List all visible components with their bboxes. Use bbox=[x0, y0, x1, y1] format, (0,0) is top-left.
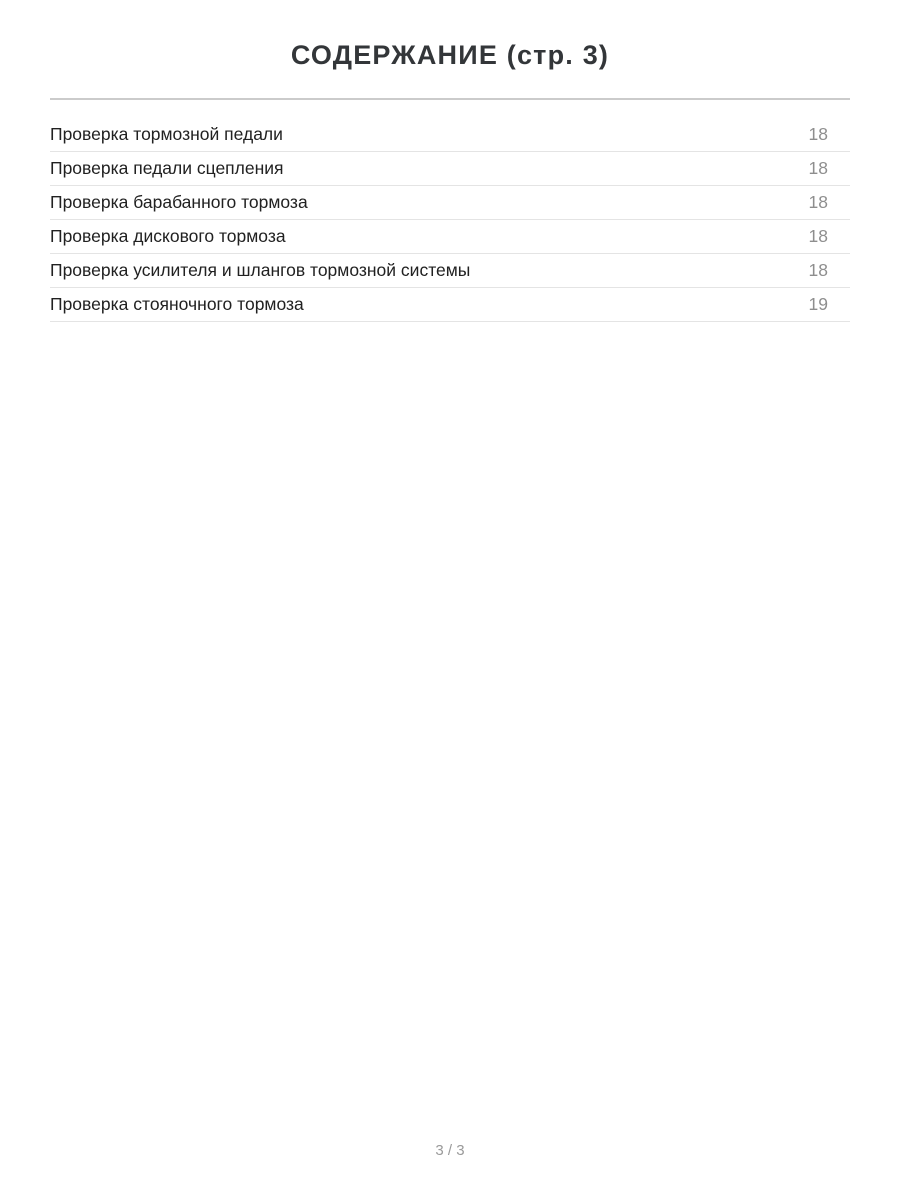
toc-list bbox=[50, 118, 850, 322]
toc-row-clutch-pedal[interactable] bbox=[50, 152, 850, 186]
toc-row-disc-brake[interactable] bbox=[50, 220, 850, 254]
toc-entry-label: Проверка тормозной педали bbox=[50, 124, 283, 144]
toc-row-drum-brake[interactable] bbox=[50, 186, 850, 220]
title-divider bbox=[50, 98, 850, 100]
toc-entry-page-number: 18 bbox=[808, 124, 828, 144]
toc-entry-page-number: 18 bbox=[808, 158, 828, 178]
toc-entry-label: Проверка усилителя и шлангов тормозной системы bbox=[50, 260, 471, 280]
toc-row-booster-hoses[interactable] bbox=[50, 254, 850, 288]
toc-entry-page-number: 18 bbox=[808, 260, 828, 280]
page-indicator: 3 / 3 bbox=[435, 1142, 465, 1159]
toc-entry-page-number: 18 bbox=[808, 226, 828, 246]
toc-entry-page-number: 18 bbox=[808, 192, 828, 212]
toc-row-brake-pedal[interactable] bbox=[50, 118, 850, 152]
toc-entry-label: Проверка педали сцепления bbox=[50, 158, 284, 178]
toc-entry-label: Проверка стояночного тормоза bbox=[50, 294, 304, 314]
page-title: СОДЕРЖАНИЕ (стр. 3) bbox=[290, 40, 610, 70]
toc-entry-label: Проверка дискового тормоза bbox=[50, 226, 286, 246]
toc-row-parking-brake[interactable] bbox=[50, 288, 850, 322]
toc-entry-label: Проверка барабанного тормоза bbox=[50, 192, 308, 212]
toc-entry-page-number: 19 bbox=[808, 294, 828, 314]
